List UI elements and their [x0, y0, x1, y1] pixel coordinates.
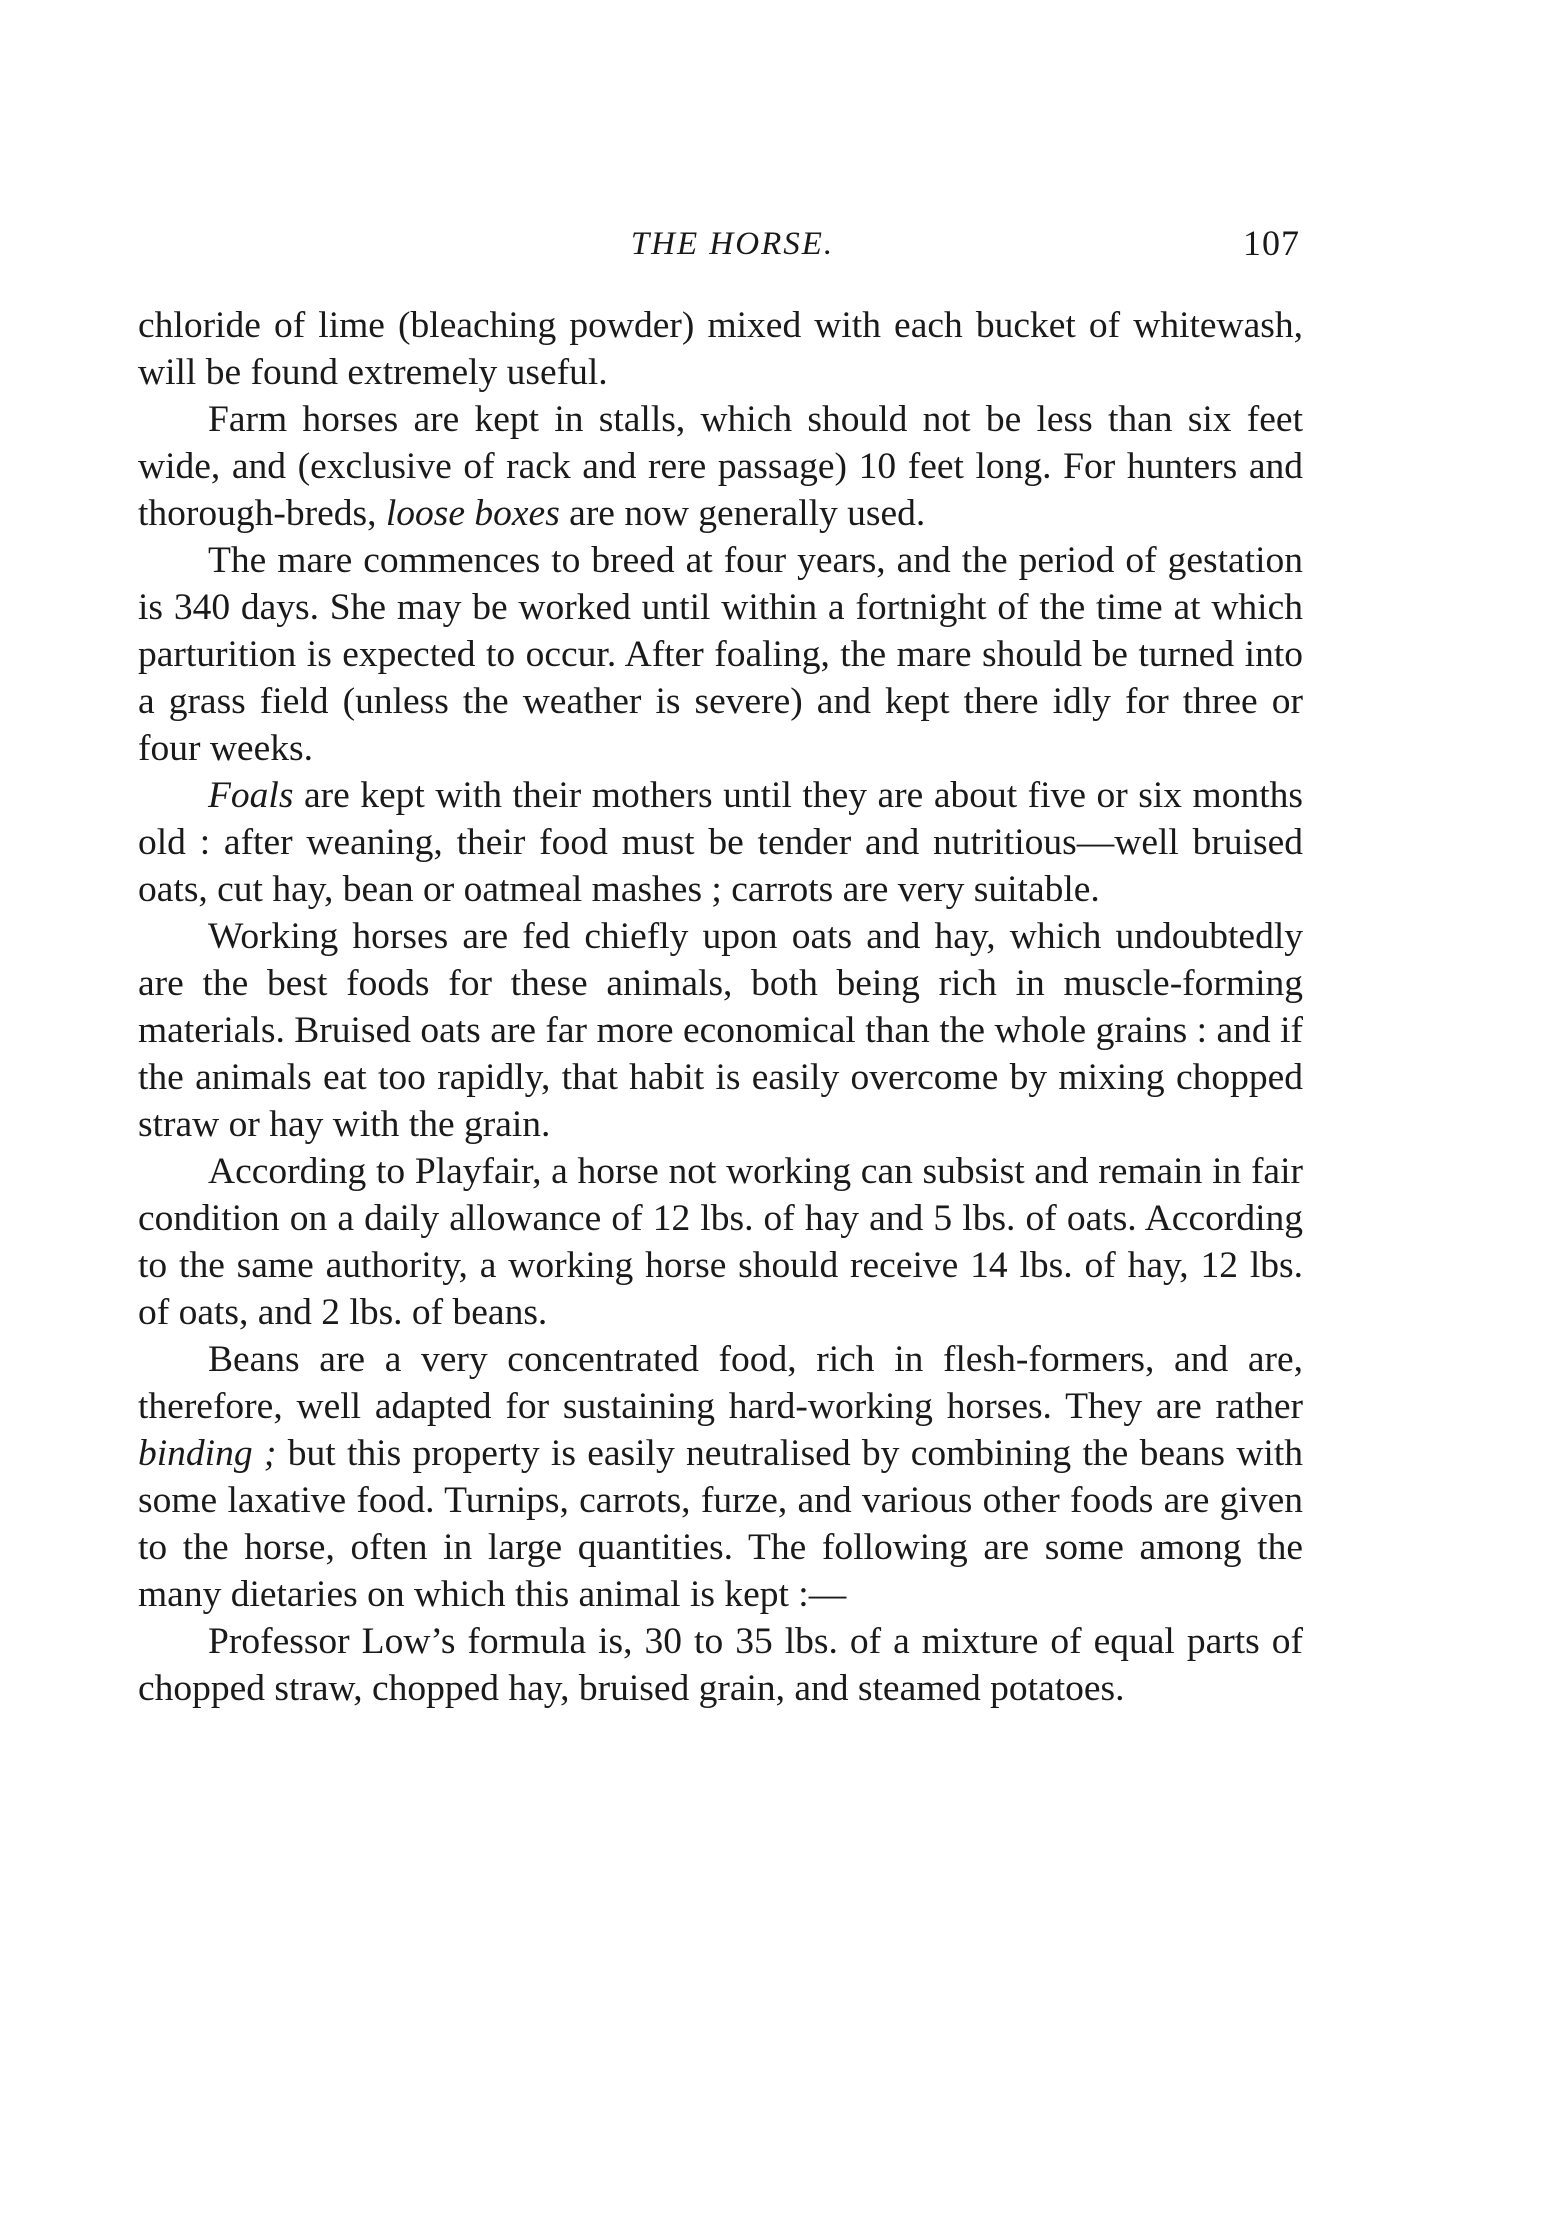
italic-text: Foals	[208, 775, 294, 816]
text-run: but this property is easily neutralised by combining the beans with some laxative food. Turnips, carrots, furze, and various other foods are given to the horse, often in large quantities. The following are some among the many dietaries on which this animal is kept :—	[138, 1433, 1304, 1615]
text-run: Professor Low’s formula is, 30 to 35 lbs. of a mixture of equal parts of chopped straw, chopped hay, bruised grain, and steamed potatoes.	[138, 1621, 1303, 1709]
paragraph	[138, 772, 1303, 913]
page-number: 107	[1243, 223, 1300, 263]
text-run: The mare commences to breed at four years, and the period of gestation is 340 days. She may be worked until within a fortnight of the time at which parturition is expected to occur. After foaling, the mare should be turned into a grass field (unless the weather is severe) and kept there idly for three or four weeks.	[138, 540, 1303, 769]
text-run: Farm horses are kept in stalls, which should not be less than six feet wide, and (exclusive of rack and rere passage) 10 feet long. For hunters and thorough-breds,	[138, 399, 1303, 534]
text-run: are now generally used.	[559, 493, 926, 534]
paragraph	[138, 1336, 1303, 1618]
text-run: According to Playfair, a horse not working can subsist and remain in fair condition on a daily allowance of 12 lbs. of hay and 5 lbs. of oats. According to the same authority, a working horse should receive 14 lbs. of hay, 12 lbs. of oats, and 2 lbs. of beans.	[138, 1151, 1303, 1333]
paragraph	[138, 913, 1303, 1148]
italic-text: loose boxes	[385, 493, 560, 534]
text-run: Working horses are fed chiefly upon oats and hay, which undoubtedly are the best foods for these animals, both being rich in muscle-forming materials. Bruised oats are far more economical than the whole grains : and if the animals eat too rapidly, that habit is easily overcome by mixing chopped straw or hay with the grain.	[138, 916, 1303, 1145]
running-head	[165, 222, 1300, 272]
text-run: Beans are a very concentrated food, rich in flesh-formers, and are, therefore, well adapted for sustaining hard-working horses. They are rather	[138, 1339, 1303, 1427]
text-run: chloride of lime (bleaching powder) mixed with each bucket of whitewash, will be found extremely useful.	[138, 305, 1303, 393]
paragraph	[138, 396, 1303, 537]
paragraph	[138, 1618, 1303, 1712]
paragraph	[138, 537, 1303, 772]
paragraph	[138, 1148, 1303, 1336]
running-title: THE HORSE.	[630, 226, 835, 262]
paragraph	[138, 302, 1303, 396]
body-text	[138, 302, 1303, 1712]
text-run: are kept with their mothers until they are about five or six months old : after weaning, their food must be tender and nutritious—well bruised oats, cut hay, bean or oatmeal mashes ; carrots are very suitable.	[138, 775, 1303, 910]
italic-text: binding ;	[138, 1433, 277, 1474]
